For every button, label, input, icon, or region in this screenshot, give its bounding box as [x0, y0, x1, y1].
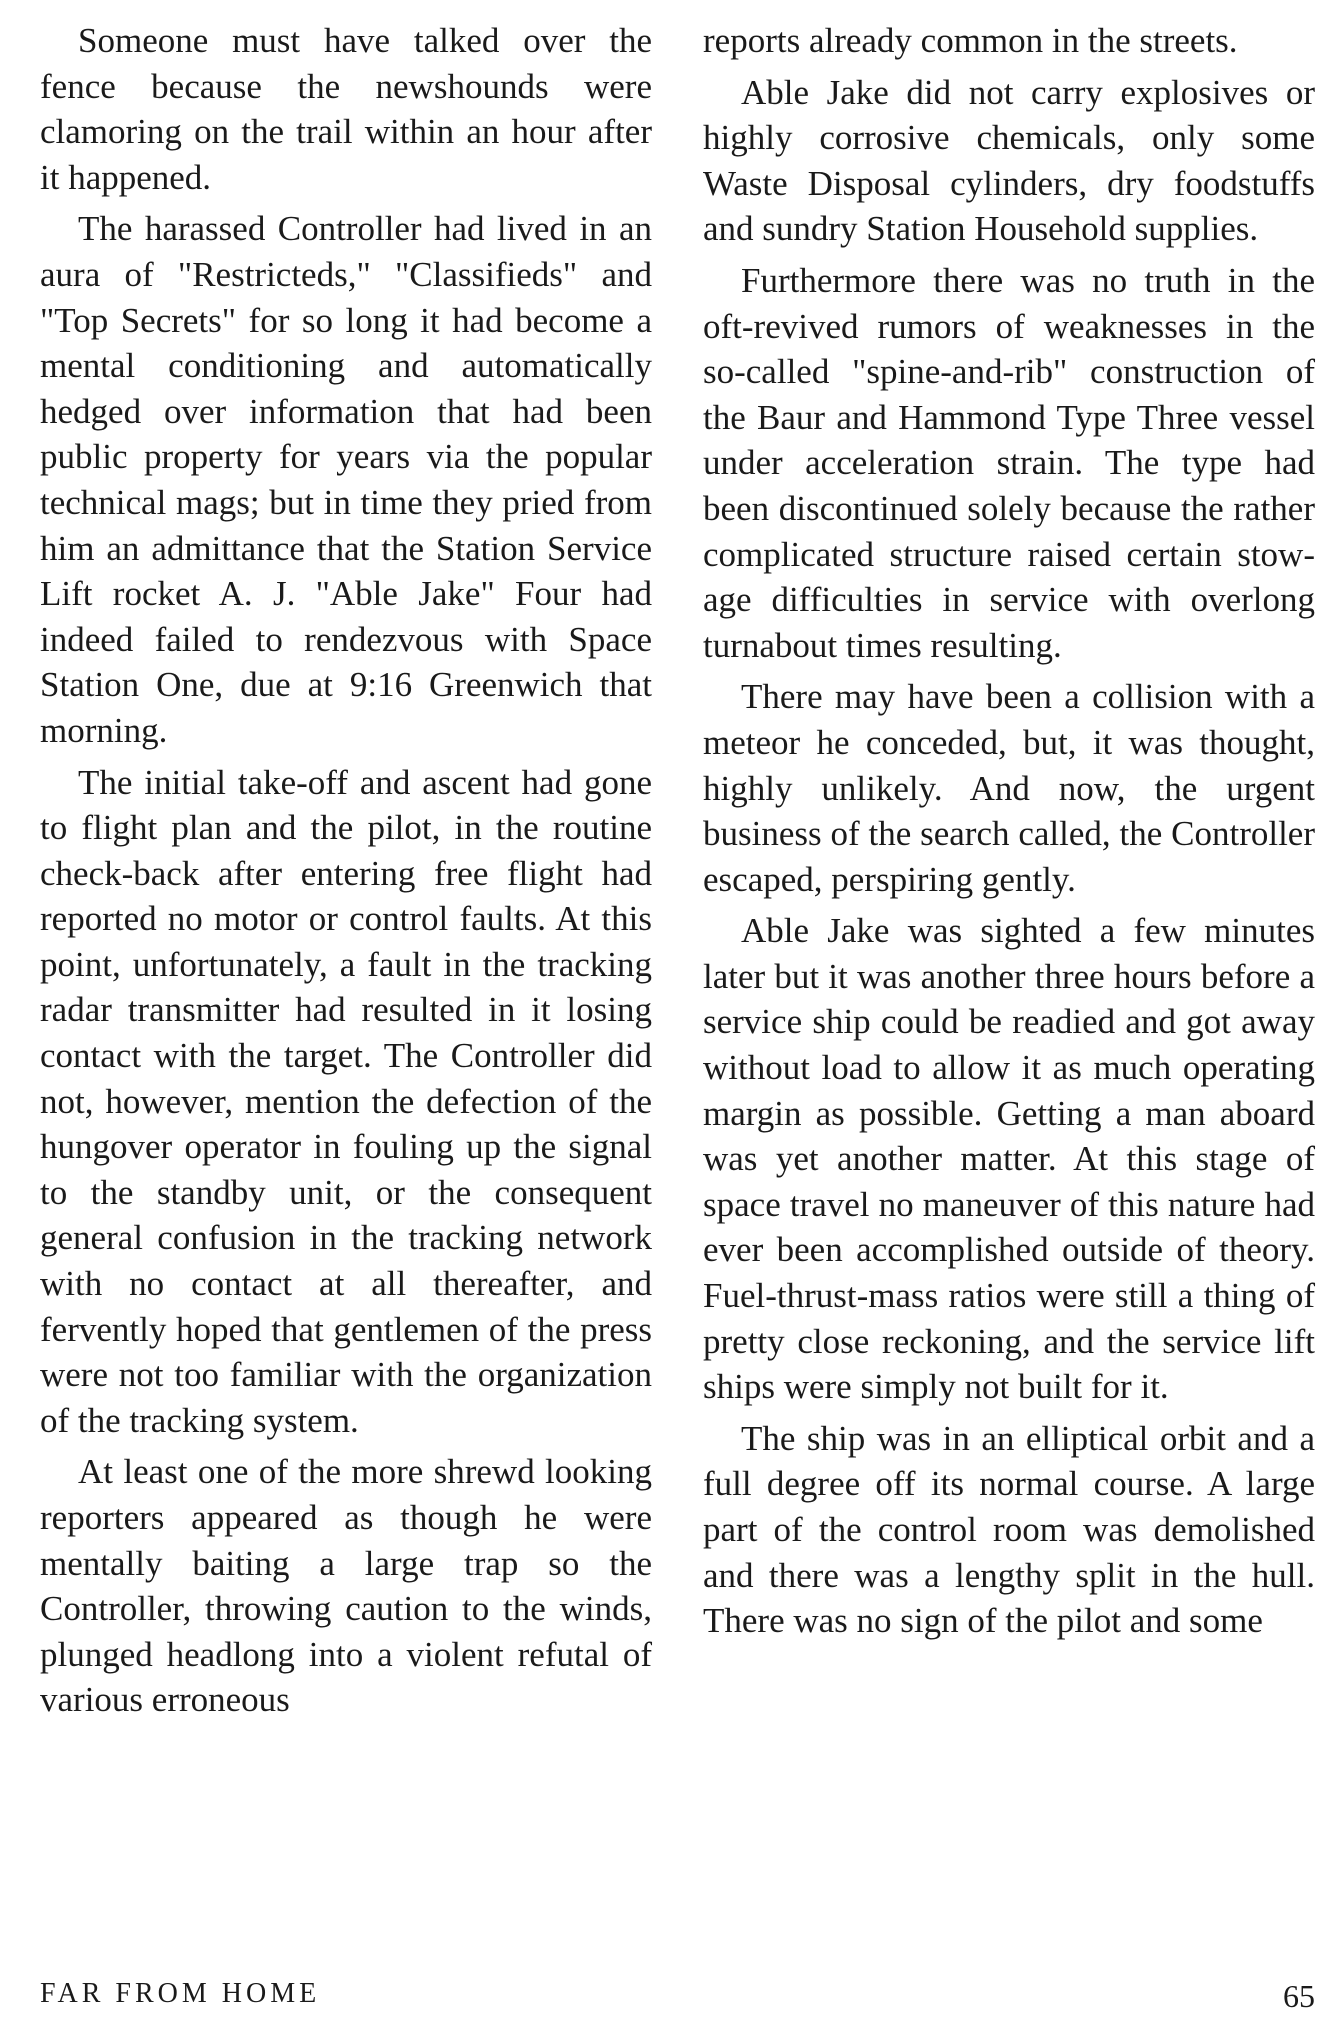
continued-paragraph: reports already common in the streets. [703, 21, 1238, 60]
page-number: 65 [1283, 1978, 1315, 2014]
paragraph: Able Jake did not carry explosives or highly corrosive chemicals, only some Waste Disposal cylinders, dry foodstuffs and sundry Station Household supplies. [703, 72, 1315, 249]
paragraph: The harassed Controller had lived in an aura of "Restricteds," "Classifieds" and "Top Secrets" for so long it had become a mental conditioning and automatically hedged over information that had been public property for years via the popular technical mags; but in time they pried from him an admittance that the Station Service Lift rocket A. J. "Able Jake" Four had indeed failed to rendezvous with Space Station One, due at 9:16 Greenwich that morning. [40, 209, 652, 750]
paragraph: At least one of the more shrewd looking reporters appeared as though he were mentally baiting a large trap so the Controller, throwing caution to the winds, plunged headlong into a violent refutal of various erroneous [40, 1452, 652, 1720]
paragraph: Someone must have talked over the fence because the newshounds were clamoring on the trail within an hour after it happened. [40, 21, 652, 197]
paragraph: Furthermore there was no truth in the oft-revived rumors of weaknesses in the so-called "spine-and-rib" construction of the Baur and Hammond Type Three vessel under acceleration strain. The type had been discontinued solely because the rather complicated structure raised certain stowage difficulties in service with overlong turnabout times resulting. [703, 260, 1315, 665]
right-column [703, 18, 1315, 1650]
paragraph: The ship was in an elliptical orbit and a full degree off its normal course. A large part of the control room was demolished and there was a lengthy split in the hull. There was no sign of the pilot and some [703, 1418, 1315, 1641]
page-footer [40, 1978, 1315, 2014]
paragraph: The initial take-off and ascent had gone to flight plan and the pilot, in the routine check-back after entering free flight had reported no motor or control faults. At this point, unfortunately, a fault in the tracking radar transmitter had resulted in it losing contact with the target. The Controller did not, however, mention the defection of the hungover operator in fouling up the signal to the standby unit, or the consequent general confusion in the tracking network with no contact at all thereafter, and fervently hoped that gentlemen of the press were not too familiar with the organization of the tracking system. [40, 762, 652, 1440]
left-column [40, 18, 652, 1729]
running-title: FAR FROM HOME [40, 1978, 321, 2009]
paragraph: There may have been a collision with a meteor he conceded, but, it was thought, highly unlikely. And now, the urgent business of the search called, the Controller escaped, perspiring gently. [703, 677, 1315, 899]
paragraph: Able Jake was sighted a few minutes later but it was another three hours before a service ship could be readied and got away without load to allow it as much operating margin as possible. Getting a man aboard was yet another matter. At this stage of space travel no maneuver of this nature had ever been accomplished outside of theory. Fuel-thrust-mass ratios were still a thing of pretty close reckoning, and the service lift ships were simply not built for it. [703, 911, 1315, 1407]
